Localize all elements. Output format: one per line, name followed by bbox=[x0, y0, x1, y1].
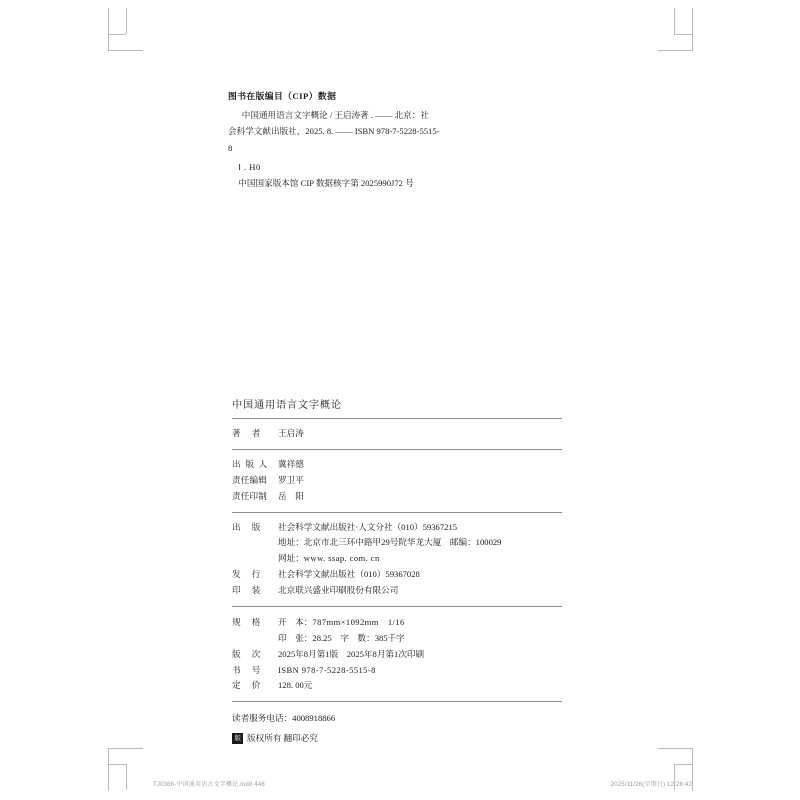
isbn-value: ISBN 978-7-5228-5515-8 bbox=[278, 664, 376, 675]
crop-tick-bottom-left-h bbox=[108, 764, 126, 765]
publisher-person-label: 出 版 人 bbox=[232, 458, 269, 469]
price-row bbox=[232, 678, 562, 694]
publication-group bbox=[232, 513, 562, 606]
crop-tick-top-left-v bbox=[126, 8, 127, 34]
spec-sheet-line bbox=[278, 630, 562, 646]
spec-row bbox=[232, 614, 562, 647]
editor-label: 责任编辑 bbox=[232, 474, 268, 485]
editor-row bbox=[232, 473, 562, 489]
crop-tick-top-left-h bbox=[108, 34, 126, 35]
address-label: 地址： bbox=[278, 537, 304, 548]
spec-sheet-value: 28.25 字 数：385千字 bbox=[312, 633, 405, 644]
print-editor-label: 责任印制 bbox=[232, 490, 268, 501]
service-group bbox=[232, 702, 562, 746]
cip-line-1: 中国通用语言文字概论 / 王启涛著 . —— 北京：社 bbox=[241, 110, 429, 121]
isbn-row bbox=[232, 663, 562, 679]
footer-file-info: TJ0366-中国通用语言文字概论.indd 446 bbox=[153, 782, 265, 788]
price-label: 定 价 bbox=[232, 680, 262, 691]
crop-mark-top-right bbox=[658, 8, 693, 51]
distribute-value: 社会科学文献出版社（010）59367028 bbox=[278, 569, 420, 580]
website-row bbox=[232, 551, 562, 567]
printing-label: 印 装 bbox=[232, 585, 262, 596]
edition-value: 2025年8月第1版 2025年8月第1次印刷 bbox=[278, 648, 425, 659]
author-label: 著 者 bbox=[232, 428, 262, 438]
crop-tick-bottom-left-v bbox=[126, 764, 127, 790]
cip-body bbox=[228, 107, 488, 192]
crop-tick-top-right-v bbox=[674, 8, 675, 34]
editor-value: 罗卫平 bbox=[278, 474, 304, 485]
printing-value: 北京联兴盛业印刷股份有限公司 bbox=[278, 585, 399, 596]
cip-classification: Ⅰ . H0 bbox=[238, 162, 261, 173]
cip-line-2: 会科学文献出版社，2025. 8. —— ISBN 978-7-5228-5515- bbox=[228, 126, 440, 137]
footer-timestamp: 2025/11/26(星期日) 12:26:42 bbox=[610, 782, 692, 788]
spec-size-label: 开 本： bbox=[278, 617, 313, 628]
address-value: 北京市北三环中路甲29号院华龙大厦 邮编：100029 bbox=[303, 537, 502, 548]
print-editor-value: 岳 阳 bbox=[278, 490, 304, 501]
cip-heading: 图书在版编目（CIP）数据 bbox=[228, 91, 337, 101]
publisher-person-value: 冀祥德 bbox=[278, 458, 304, 469]
staff-group bbox=[232, 450, 562, 512]
distribute-row bbox=[232, 567, 562, 583]
colophon-block bbox=[232, 396, 562, 747]
spec-label: 规 格 bbox=[232, 617, 262, 628]
address-row bbox=[232, 535, 562, 551]
copyright-badge-icon: 版 bbox=[232, 733, 243, 744]
book-title: 中国通用语言文字概论 bbox=[232, 400, 342, 411]
spec-group bbox=[232, 607, 562, 701]
crop-tick-top-right-h bbox=[674, 34, 692, 35]
copyright-line bbox=[232, 730, 562, 747]
service-phone: 读者服务电话：4008918866 bbox=[232, 713, 336, 724]
spec-sheet-label: 印 张： bbox=[278, 633, 313, 644]
cip-number: 中国国家版本馆 CIP 数据核字第 2025990J72 号 bbox=[238, 178, 414, 189]
author-value: 王启涛 bbox=[278, 428, 304, 438]
edition-row bbox=[232, 647, 562, 663]
crop-tick-bottom-right-h bbox=[674, 764, 692, 765]
spec-size-line bbox=[278, 614, 562, 630]
website-label: 网址： bbox=[278, 553, 304, 564]
publish-label: 出 版 bbox=[232, 521, 262, 532]
edition-label: 版 次 bbox=[232, 648, 262, 659]
website-value: www. ssap. com. cn bbox=[303, 553, 380, 564]
print-editor-row bbox=[232, 489, 562, 505]
publisher-person-row bbox=[232, 457, 562, 473]
author-group bbox=[232, 419, 562, 449]
price-value: 128. 00元 bbox=[278, 680, 313, 691]
publish-row bbox=[232, 520, 562, 536]
spec-size-value: 787mm×1092mm 1/16 bbox=[312, 617, 405, 628]
author-row bbox=[232, 426, 562, 442]
printing-row bbox=[232, 583, 562, 599]
cip-block bbox=[228, 88, 488, 192]
distribute-label: 发 行 bbox=[232, 569, 262, 580]
isbn-label: 书 号 bbox=[232, 664, 262, 675]
cip-line-3: 8 bbox=[228, 142, 233, 153]
copyright-text: 版权所有 翻印必究 bbox=[247, 732, 318, 743]
publish-value: 社会科学文献出版社·人文分社（010）59367215 bbox=[278, 521, 458, 532]
